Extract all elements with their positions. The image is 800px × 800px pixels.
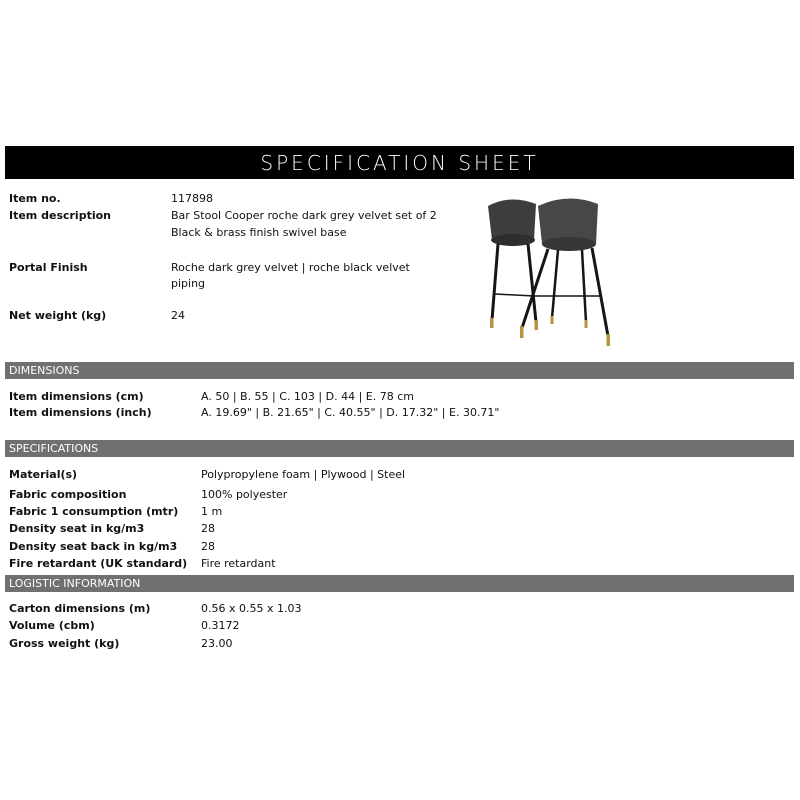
item-description-label: Item description — [9, 209, 111, 222]
spec-fire-retardant-label: Fire retardant (UK standard) — [9, 557, 188, 570]
item-no-label: Item no. — [9, 192, 61, 205]
spec-fabric-composition-value: 100% polyester — [201, 488, 288, 501]
portal-finish-label: Portal Finish — [9, 261, 88, 274]
logistic-volume-value: 0.3172 — [201, 619, 240, 632]
specifications-header: SPECIFICATIONS — [5, 440, 794, 457]
item-description-line2: Black & brass finish swivel base — [171, 226, 347, 239]
logistic-volume-label: Volume (cbm) — [9, 619, 95, 632]
spec-density-seat-label: Density seat in kg/m3 — [9, 522, 145, 535]
portal-finish-line1: Roche dark grey velvet | roche black velvet — [171, 261, 410, 274]
net-weight-label: Net weight (kg) — [9, 309, 107, 322]
spec-material-label: Material(s) — [9, 468, 78, 481]
page-title: SPECIFICATION SHEET — [260, 150, 539, 175]
item-no-value: 117898 — [171, 192, 213, 205]
spec-fabric-consumption-label: Fabric 1 consumption (mtr) — [9, 505, 179, 518]
title-bar — [5, 146, 794, 179]
dimensions-header: DIMENSIONS — [5, 362, 794, 379]
spec-material-value: Polypropylene foam | Plywood | Steel — [201, 468, 406, 481]
dimensions-inch-value: A. 19.69" | B. 21.65" | C. 40.55" | D. 17.32" | E. 30.71" — [201, 406, 500, 419]
dimensions-cm-label: Item dimensions (cm) — [9, 390, 144, 403]
portal-finish-line2: piping — [171, 277, 206, 290]
dimensions-inch-label: Item dimensions (inch) — [9, 406, 152, 419]
spec-density-back-value: 28 — [201, 540, 215, 553]
back-stool — [488, 199, 538, 330]
logistic-carton-label: Carton dimensions (m) — [9, 602, 151, 615]
logistic-gross-weight-label: Gross weight (kg) — [9, 637, 120, 650]
spec-density-back-label: Density seat back in kg/m3 — [9, 540, 178, 553]
dimensions-cm-value: A. 50 | B. 55 | C. 103 | D. 44 | E. 78 cm — [201, 390, 414, 403]
bar-stool-product-image — [470, 192, 620, 350]
logistic-carton-value: 0.56 x 0.55 x 1.03 — [201, 602, 302, 615]
spec-fire-retardant-value: Fire retardant — [201, 557, 276, 570]
spec-fabric-composition-label: Fabric composition — [9, 488, 127, 501]
net-weight-value: 24 — [171, 309, 185, 322]
spec-density-seat-value: 28 — [201, 522, 215, 535]
logistic-header: LOGISTIC INFORMATION — [5, 575, 794, 592]
logistic-gross-weight-value: 23.00 — [201, 637, 233, 650]
spec-fabric-consumption-value: 1 m — [201, 505, 223, 518]
item-description-line1: Bar Stool Cooper roche dark grey velvet set of 2 — [171, 209, 437, 222]
